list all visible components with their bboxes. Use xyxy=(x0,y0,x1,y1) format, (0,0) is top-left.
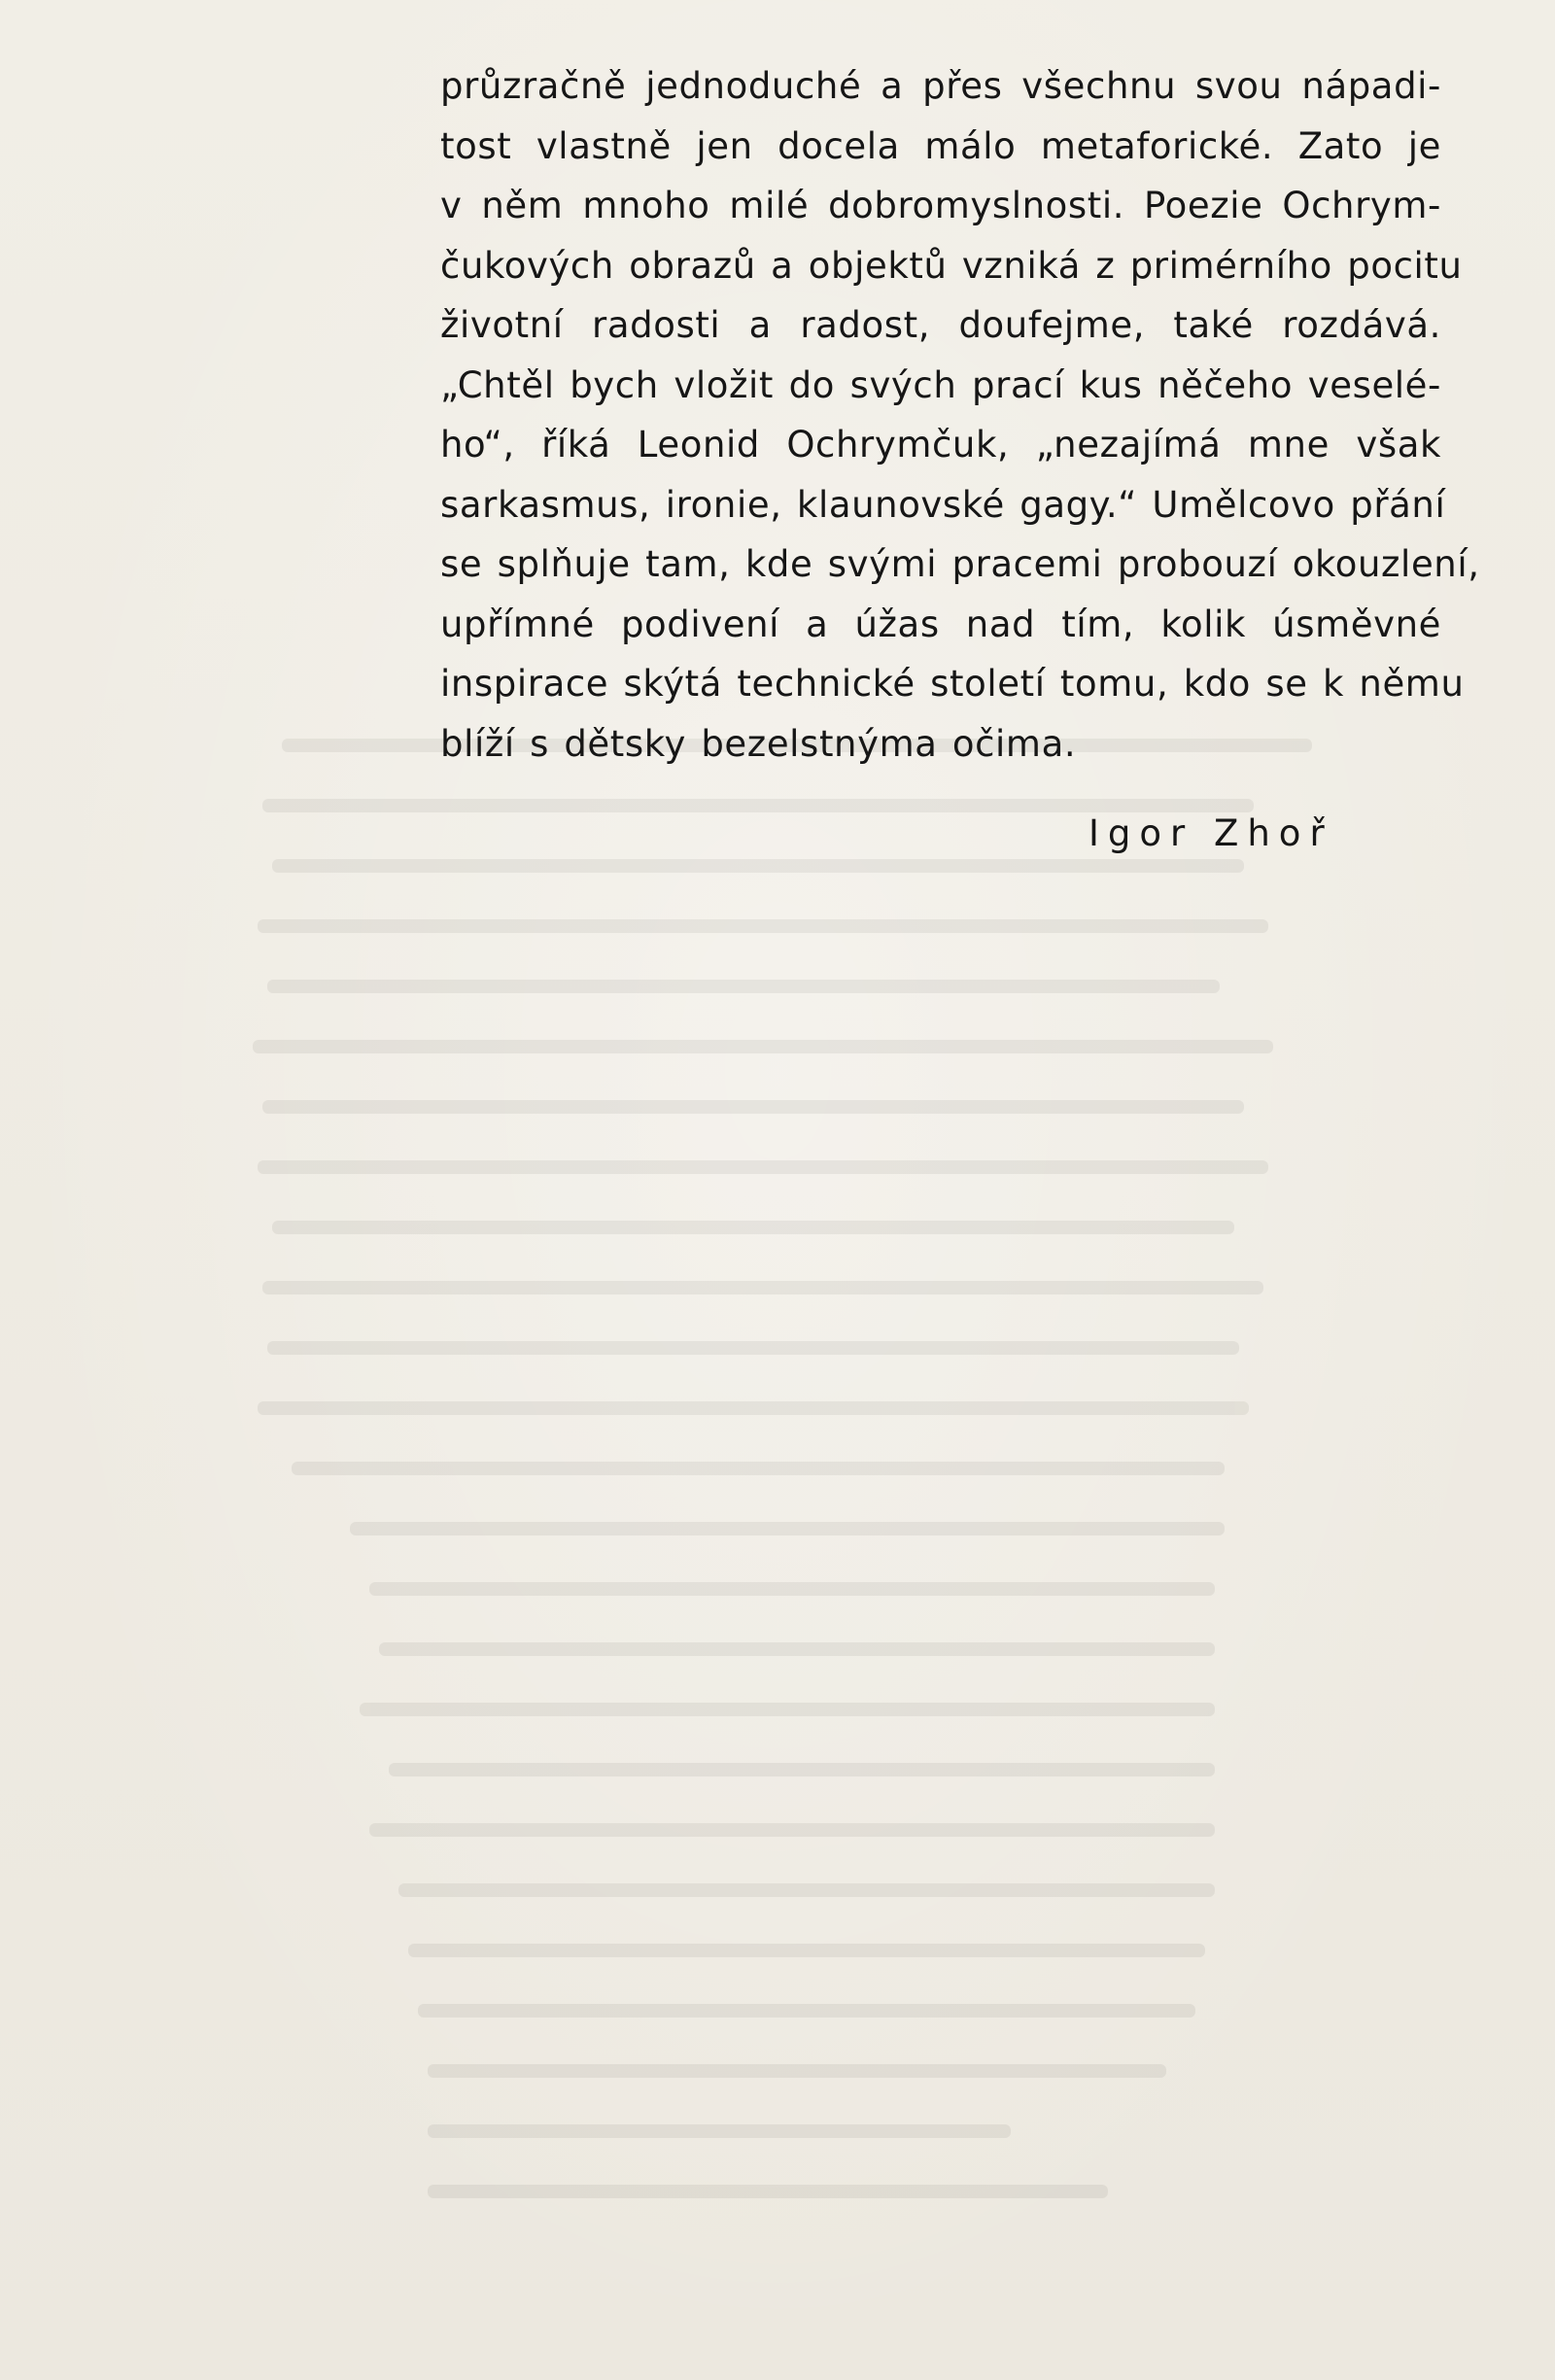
text-line: sarkasmus, ironie, klaunovské gagy.“ Umělcovo přání xyxy=(440,483,1446,526)
text-line: tost vlastně jen docela málo metaforické. Zato je xyxy=(440,124,1441,167)
text-line: „Chtěl bych vložit do svých prací kus něčeho veselé- xyxy=(440,363,1441,406)
text-line: se splňuje tam, kde svými pracemi probouzí okouzlení, xyxy=(440,543,1480,585)
text-line: průzračně jednoduché a přes všechnu svou nápadi- xyxy=(440,65,1441,107)
text-line: blíží s dětsky bezelstnýma očima. xyxy=(440,722,1077,765)
text-line: upřímné podivení a úžas nad tím, kolik úsměvné xyxy=(440,603,1441,645)
text-line: ho“, říká Leonid Ochrymčuk, „nezajímá mne však xyxy=(440,424,1441,466)
text-line: čukových obrazů a objektů vzniká z primérního pocitu xyxy=(440,244,1463,287)
body-text xyxy=(440,56,1480,774)
author-signature: Igor Zhoř xyxy=(1088,812,1333,854)
text-line: inspirace skýtá technické století tomu, kdo se k němu xyxy=(440,663,1465,705)
text-line: životní radosti a radost, doufejme, také rozdává. xyxy=(440,304,1441,346)
text-line: v něm mnoho milé dobromyslnosti. Poezie Ochrym- xyxy=(440,185,1441,226)
